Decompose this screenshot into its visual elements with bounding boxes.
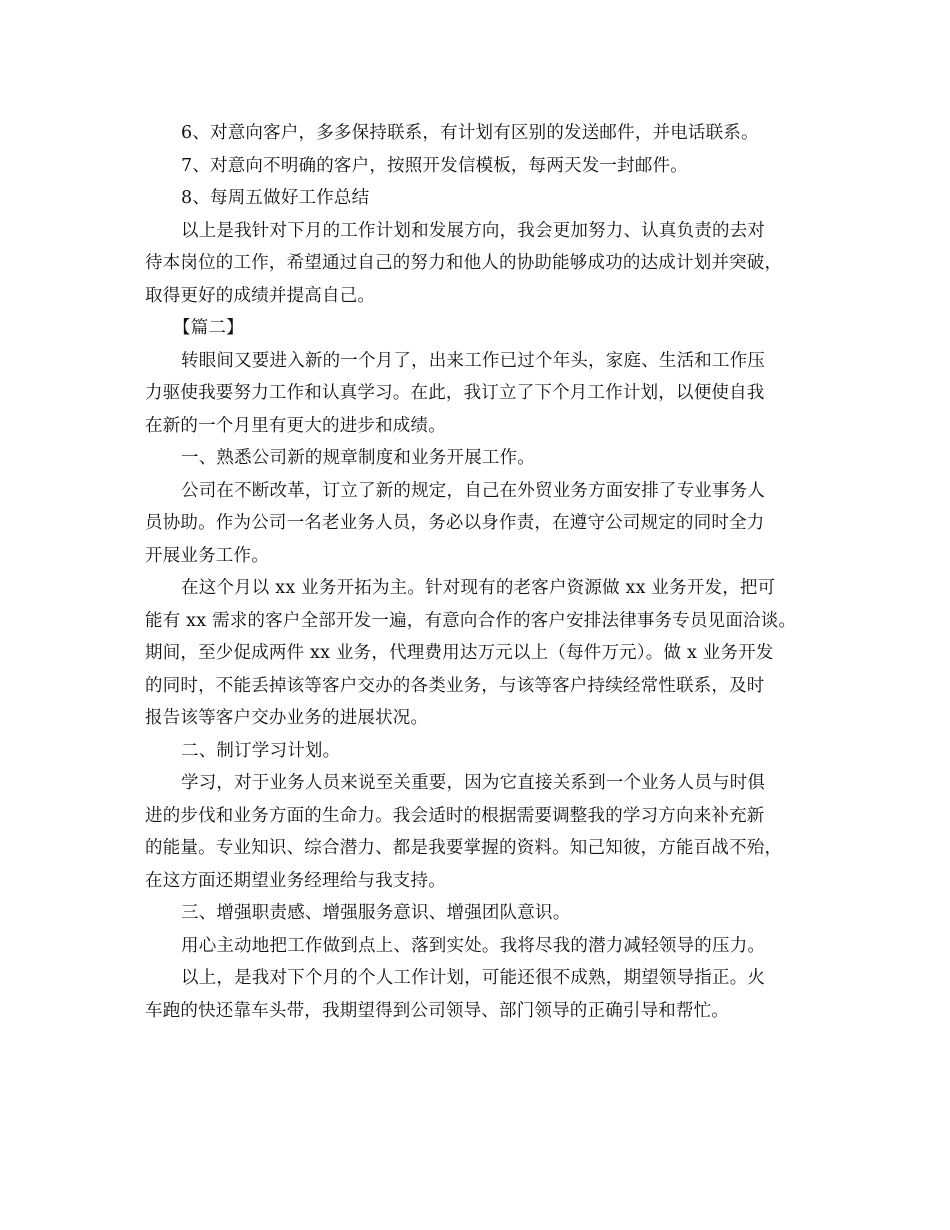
paragraph [145,150,807,183]
paragraph [145,215,807,313]
text-line: 车跑的快还靠车头带，我期望得到公司领导、部门领导的正确引导和帮忙。 [145,1000,730,1021]
text-line: 学习，对于业务人员来说至关重要，因为它直接关系到一个业务人员与时俱 [181,773,766,793]
paragraph [145,117,807,150]
text-line: 8、每周五做好工作总结 [181,188,370,208]
text-line: 公司在不断改革，订立了新的规定，自己在外贸业务方面安排了专业事务人 [181,480,766,501]
text-line: 在新的一个月里有更大的进步和成绩。 [145,415,446,436]
text-line: 开展业务工作。 [145,545,269,566]
text-line: 以上是我针对下月的工作计划和发展方向，我会更加努力、认真负责的去对 [181,220,766,241]
text-line: 二、制订学习计划。 [181,740,341,761]
text-line: 期间，至少促成两件 xx 业务，代理费用达万元以上（每件万元）。做 x 业务开发 [145,643,774,663]
text-line: 一、熟悉公司新的规章制度和业务开展工作。 [181,448,535,468]
document-body [145,117,807,1027]
paragraph [145,767,807,897]
paragraph [145,572,807,735]
text-line: 6、对意向客户，多多保持联系，有计划有区别的发送邮件，并电话联系。 [181,123,759,143]
text-line: 力驱使我要努力工作和认真学习。在此，我订立了下个月工作计划，以便使自我 [145,383,765,403]
paragraph [145,897,807,930]
text-line: 进的步伐和业务方面的生命力。我会适时的根据需要调整我的学习方向来补充新 [145,805,765,826]
text-line: 在这个月以 xx 业务开拓为主。针对现有的老客户资源做 xx 业务开发，把可 [181,578,776,598]
text-line: 7、对意向不明确的客户，按照开发信模板，每两天发一封邮件。 [181,155,688,176]
paragraph [145,442,807,475]
text-line: 转眼间又要进入新的一个月了，出来工作已过个年头，家庭、生活和工作压 [181,350,766,371]
text-line: 在这方面还期望业务经理给与我支持。 [145,870,446,891]
text-line: 用心主动地把工作做到点上、落到实处。我将尽我的潜力减轻领导的压力。 [181,935,766,956]
text-line: 三、增强职责感、增强服务意识、增强团队意识。 [181,903,571,923]
paragraph [145,735,807,768]
text-line: 【篇二】 [173,318,244,338]
text-line: 员协助。作为公司一名老业务人员，务必以身作责，在遵守公司规定的同时全力 [145,513,765,533]
paragraph [145,182,807,215]
text-line: 的能量。专业知识、综合潜力、都是我要掌握的资料。知己知彼，方能百战不殆， [145,838,783,858]
paragraph [145,962,807,1027]
text-line: 的同时，不能丢掉该等客户交办的各类业务，与该等客户持续经常性联系，及时 [145,675,765,696]
text-line: 以上，是我对下个月的个人工作计划，可能还很不成熟，期望领导指正。火 [181,968,766,988]
text-line: 取得更好的成绩并提高自己。 [145,285,376,306]
text-line: 能有 xx 需求的客户全部开发一遍，有意向合作的客户安排法律事务专员见面洽谈。 [145,610,797,631]
section-heading [145,312,807,345]
paragraph [145,930,807,963]
paragraph [145,345,807,443]
text-line: 报告该等客户交办业务的进展状况。 [145,708,429,728]
paragraph [145,475,807,573]
text-line: 待本岗位的工作，希望通过自己的努力和他人的协助能够成功的达成计划并突破， [145,253,783,273]
